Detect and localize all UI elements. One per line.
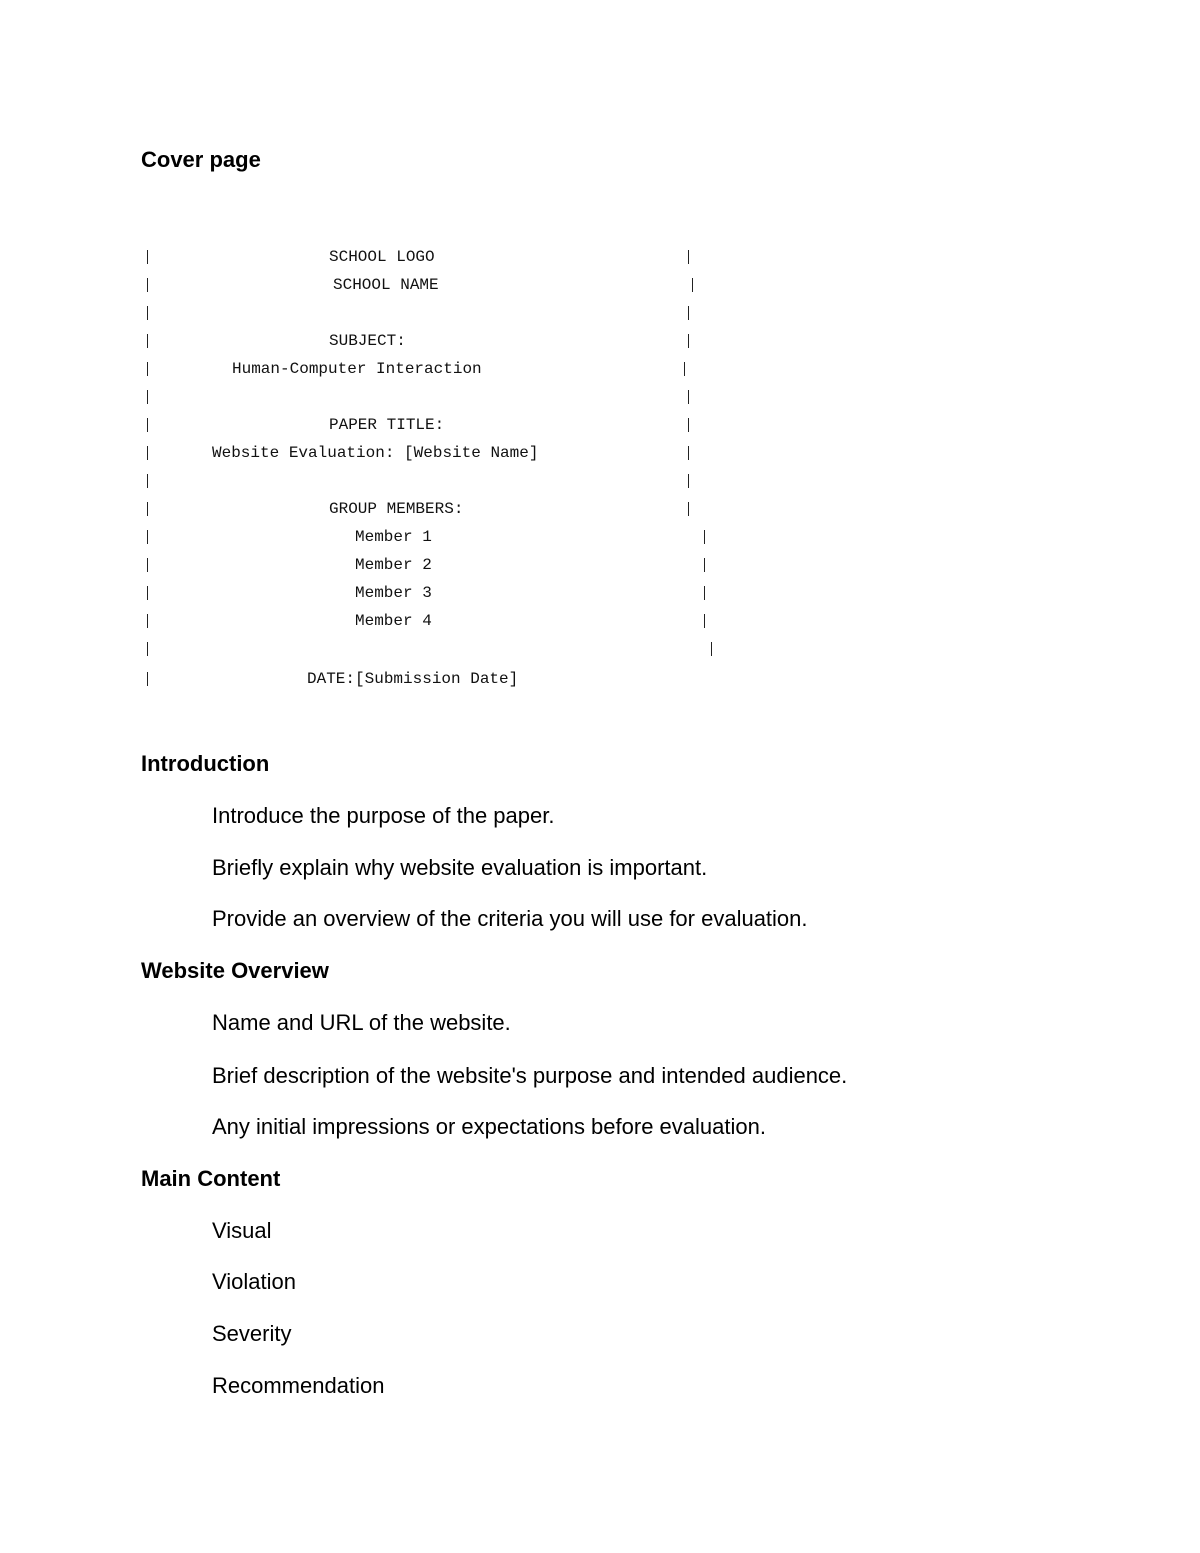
border-bar [147,642,148,656]
border-bar [147,390,148,404]
subject-label: SUBJECT: [329,332,406,350]
website-overview-item: Brief description of the website's purpose and intended audience. [212,1063,848,1088]
member-name: Member 3 [355,584,432,602]
border-bar [688,250,689,264]
main-content-item: Recommendation [212,1373,385,1398]
main-content-item: Violation [212,1269,296,1294]
border-bar [688,334,689,348]
member-name: Member 2 [355,556,432,574]
introduction-item: Provide an overview of the criteria you will use for evaluation. [212,906,808,931]
border-bar [711,642,712,656]
introduction-heading: Introduction [141,751,270,776]
member-name: Member 1 [355,528,432,546]
submission-date: DATE:[Submission Date] [307,670,519,688]
introduction-item: Introduce the purpose of the paper. [212,803,555,828]
border-bar [704,530,705,544]
main-content-heading: Main Content [141,1166,281,1191]
border-bar [684,362,685,376]
cover-page-heading: Cover page [141,147,261,172]
border-bar [147,502,148,516]
subject-value: Human-Computer Interaction [232,360,482,378]
main-content-item: Severity [212,1321,292,1346]
border-bar [704,558,705,572]
border-bar [688,502,689,516]
website-overview-heading: Website Overview [141,958,329,983]
group-members-label: GROUP MEMBERS: [329,500,464,518]
introduction-item: Briefly explain why website evaluation is important. [212,855,708,880]
main-content-item: Visual [212,1218,272,1243]
border-bar [147,446,148,460]
border-bar [147,278,148,292]
border-bar [147,586,148,600]
paper-title-label: PAPER TITLE: [329,416,445,434]
border-bar [688,390,689,404]
border-bar [688,306,689,320]
border-bar [688,446,689,460]
border-bar [692,278,693,292]
border-bar [147,672,148,686]
border-bar [147,334,148,348]
border-bar [147,614,148,628]
border-bar [147,418,148,432]
border-bar [147,362,148,376]
border-bar [688,418,689,432]
border-bar [704,614,705,628]
border-bar [147,474,148,488]
border-bar [147,530,148,544]
school-logo-text: SCHOOL LOGO [329,248,435,266]
border-bar [147,558,148,572]
member-name: Member 4 [355,612,432,630]
school-name-text: SCHOOL NAME [333,276,439,294]
border-bar [147,306,148,320]
border-bar [688,474,689,488]
website-overview-item: Any initial impressions or expectations before evaluation. [212,1114,766,1139]
border-bar [147,250,148,264]
paper-title-value: Website Evaluation: [Website Name] [212,444,539,462]
border-bar [704,586,705,600]
website-overview-item: Name and URL of the website. [212,1010,511,1035]
